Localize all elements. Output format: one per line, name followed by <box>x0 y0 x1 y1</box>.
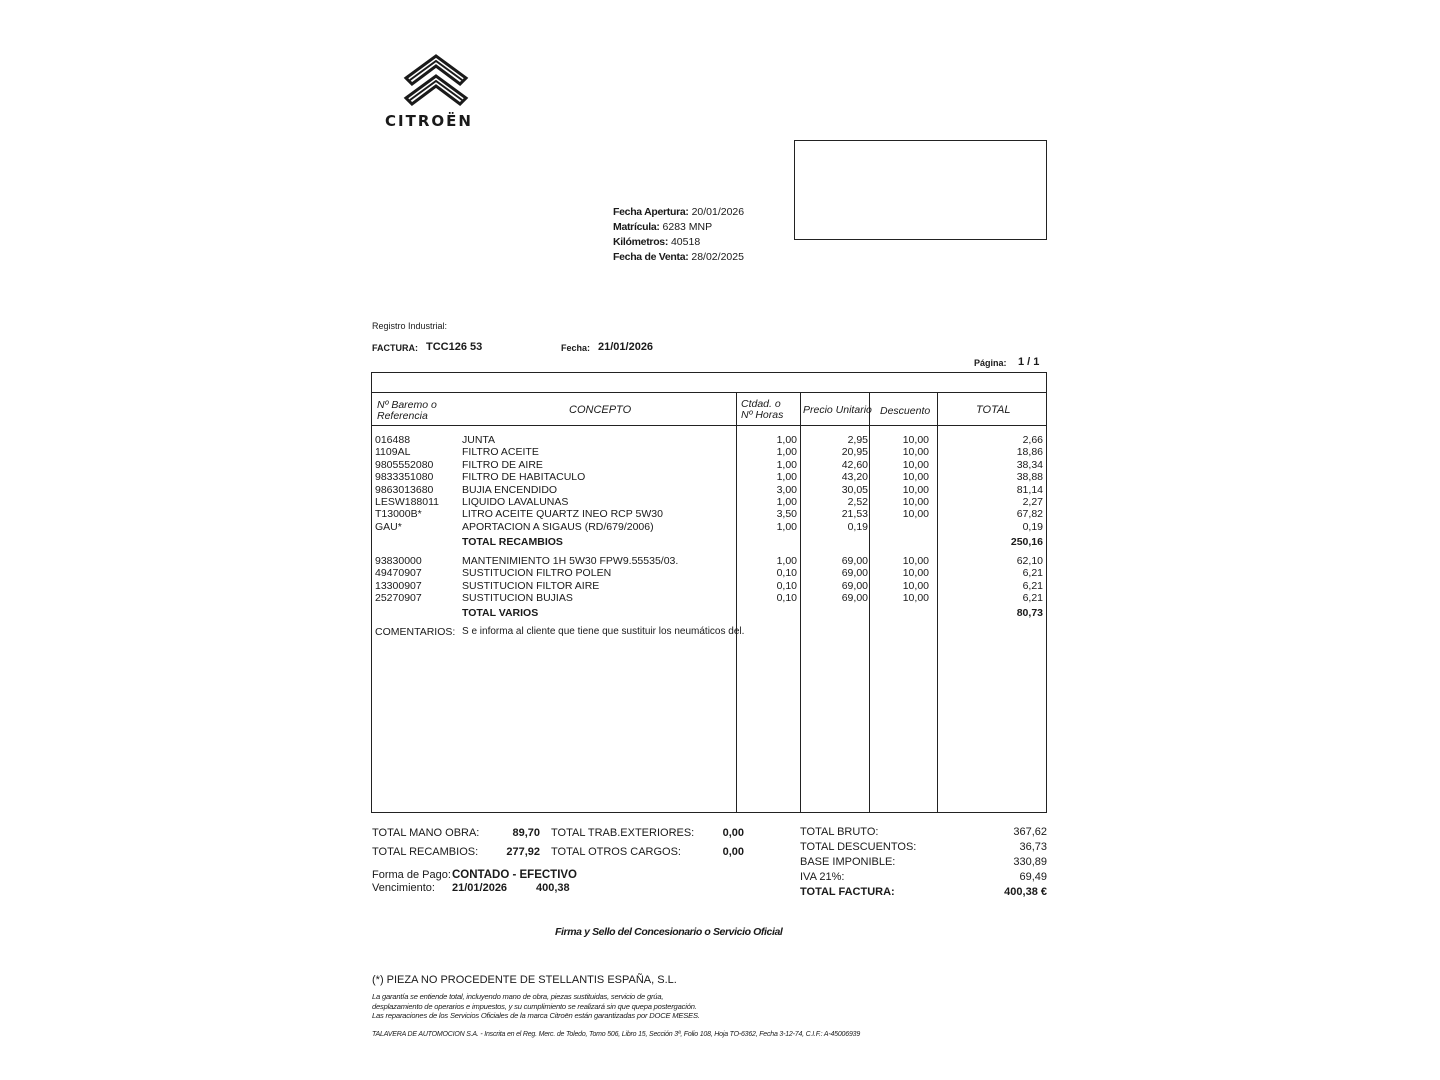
payment-info <box>372 869 632 899</box>
factura-label: FACTURA: <box>372 343 418 353</box>
address-window <box>794 140 1047 240</box>
signature-label: Firma y Sello del Concesionario o Servicio Oficial <box>555 926 783 938</box>
summary-row-total: TOTAL FACTURA: 400,38 € <box>800 886 1047 898</box>
col-divider <box>800 392 801 812</box>
forma-pago-value: CONTADO - EFECTIVO <box>452 869 578 881</box>
summary-row: IVA 21%: 69,49 <box>800 871 1047 883</box>
header-descuento: Descuento <box>880 405 931 417</box>
vehicle-info <box>613 205 744 265</box>
company-line: TALAVERA DE AUTOMOCION S.A. - Inscrita en el Reg. Merc. de Toledo, Tomo 506, Libro 15, Sección 3ª, Folio 108, Hoja TO-6362, Fecha 3-12-74, C.I.F.: A-45006939 <box>372 1031 861 1038</box>
total-mano-obra-label: TOTAL MANO OBRA: <box>372 827 480 839</box>
header-total: TOTAL <box>976 404 1011 416</box>
citroen-chevrons-icon <box>384 40 490 110</box>
vehicle-row: Matrícula: 6283 MNP <box>613 221 713 233</box>
summary-row: BASE IMPONIBLE: 330,89 <box>800 856 1047 868</box>
table-top-band <box>372 392 1046 393</box>
vencimiento-amount: 400,38 <box>536 882 570 894</box>
comments-label: COMENTARIOS: <box>375 626 456 638</box>
footnote: (*) PIEZA NO PROCEDENTE DE STELLANTIS ESPAÑA, S.L. <box>372 974 677 986</box>
total-trab-ext-label: TOTAL TRAB.EXTERIORES: <box>551 827 695 839</box>
total-otros-label: TOTAL OTROS CARGOS: <box>551 846 681 858</box>
forma-pago-label: Forma de Pago: <box>372 869 451 881</box>
vehicle-row: Fecha Apertura: 20/01/2026 <box>613 206 745 218</box>
header-precio: Precio Unitario <box>803 404 872 416</box>
total-mano-obra-value: 89,70 <box>512 827 540 839</box>
invoice-table: Nº Baremo o Referencia CONCEPTO Ctdad. o Nº Horas Precio Unitario Descuento TOTAL 016488 JUNTA 1,00 2,95 10,00 2,66 1109AL FILTRO ACEITE 1,00 20,95 10,00 18,86 9805552080 FILTRO DE AIRE 1,00 42,60 10,00 38,34 9833351080 FILTRO DE HABITACULO 1,00 43,20 10,00 38,88 9863013680 BUJIA ENCENDIDO 3,00 30,05 10,00 81,14 LESW188011 LIQUIDO LAVALUNAS 1,00 2,52 10,00 2,27 T13000B* LITRO ACEITE QUARTZ INEO RCP 5W30 3,50 21,53 10,00 67,82 GAU* APORTACION A SIGAUS (RD/679/2006) 1,00 0,19 0,19 TOTAL RECAMBIOS 250,16 93830000 MANTENIMIENTO 1H 5W30 FPW9.55535/03. 1,00 69,00 10,00 62,10 49470907 SUSTITUCION FILTRO POLEN 0,10 69,00 10,00 6,21 13300907 SUSTITUCION FILTOR AIRE 0,10 69,00 10,00 6,21 25270907 SUSTITUCION BUJIAS 0,10 69,00 10,00 6,21 TOTAL VARIOS 80,73 COMENTARIOS: S e informa al cliente que tiene que sustituir los neumáticos del. <box>371 372 1047 813</box>
pagina-value: 1 / 1 <box>1018 356 1040 368</box>
citroen-logo <box>384 40 490 130</box>
summary-left <box>372 826 747 866</box>
vehicle-row: Kilómetros: 40518 <box>613 236 701 248</box>
brand-name: CITROËN <box>385 112 473 130</box>
total-recambios-value: 277,92 <box>506 846 540 858</box>
total-otros-value: 0,00 <box>722 846 744 858</box>
summary-row: TOTAL DESCUENTOS: 36,73 <box>800 841 1047 853</box>
header-concepto: CONCEPTO <box>569 404 632 416</box>
factura-number: TCC126 53 <box>426 341 483 353</box>
summary-row: TOTAL BRUTO: 367,62 <box>800 826 1047 838</box>
summary-right <box>800 825 1047 901</box>
total-recambios-label: TOTAL RECAMBIOS: <box>372 846 479 858</box>
fecha-label: Fecha: <box>561 343 591 353</box>
vencimiento-date: 21/01/2026 <box>452 882 508 894</box>
comments-text: S e informa al cliente que tiene que sustituir los neumáticos del. <box>462 626 745 637</box>
fecha-value: 21/01/2026 <box>598 341 654 353</box>
vehicle-row: Fecha de Venta: 28/02/2025 <box>613 251 744 263</box>
total-trab-ext-value: 0,00 <box>722 827 744 839</box>
registro-label: Registro Industrial: <box>372 321 448 331</box>
header-ref: Nº Baremo o Referencia <box>377 399 437 422</box>
header-qty: Ctdad. o Nº Horas <box>741 398 784 421</box>
header-divider <box>372 425 1046 426</box>
pagina-label: Página: <box>974 358 1007 368</box>
legal-text: La garantía se entiende total, incluyendo mano de obra, piezas sustituidas, servicio de grúa, desplazamiento de operarios e impuestos, y su cumplimiento se realizará sin que quepa postergación. Las reparaciones de los Servicios Oficiales de la marca Citroën están garantizadas por DOCE MESES. <box>372 992 700 1020</box>
vencimiento-label: Vencimiento: <box>372 882 435 894</box>
